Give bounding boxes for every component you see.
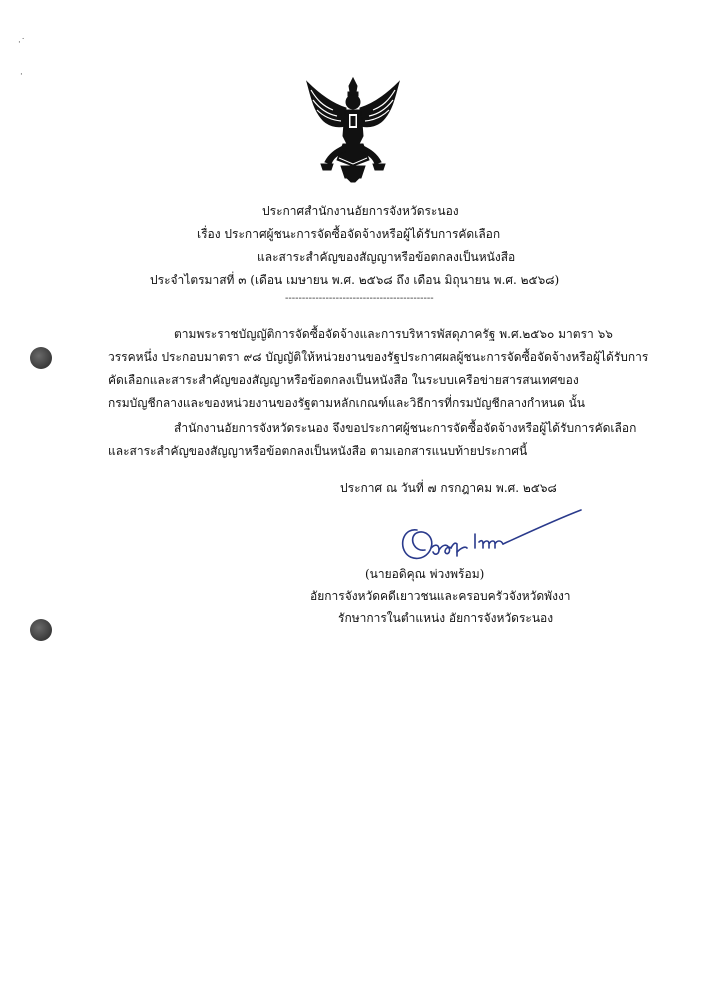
- paragraph-line: สำนักงานอัยการจังหวัดระนอง จึงขอประกาศผู้ชนะการจัดซื้อจัดจ้างหรือผู้ได้รับการคัดเลือก: [174, 421, 637, 435]
- paragraph-line: วรรคหนึ่ง ประกอบมาตรา ๙๘ บัญญัติให้หน่วยงานของรัฐประกาศผลผู้ชนะการจัดซื้อจัดจ้างหรือผู้ได้รับการ: [108, 350, 649, 364]
- signer-name: (นายอดิคุณ พ่วงพร้อม): [365, 567, 485, 581]
- paragraph-line: ตามพระราชบัญญัติการจัดซื้อจัดจ้างและการบริหารพัสดุภาครัฐ พ.ศ.๒๕๖๐ มาตรา ๖๖: [174, 327, 613, 341]
- scan-speck: ·˙: [18, 38, 26, 48]
- punch-hole: [30, 619, 52, 641]
- signer-block: [310, 563, 610, 629]
- signer-acting-title: รักษาการในตำแหน่ง อัยการจังหวัดระนอง: [338, 611, 554, 625]
- paragraph-line: กรมบัญชีกลางและของหน่วยงานของรัฐตามหลักเกณฑ์และวิธีการที่กรมบัญชีกลางกำหนด นั้น: [108, 396, 585, 410]
- document-body: [108, 323, 649, 463]
- separator-line: --------------------------------------------: [285, 293, 434, 304]
- paragraph-line: คัดเลือกและสาระสำคัญของสัญญาหรือข้อตกลงเป็นหนังสือ ในระบบเครือข่ายสารสนเทศของ: [108, 373, 579, 387]
- signer-title: อัยการจังหวัดคดีเยาวชนและครอบครัวจังหวัดพังงา: [310, 589, 571, 603]
- subject-line-continued: และสาระสำคัญของสัญญาหรือข้อตกลงเป็นหนังสือ: [257, 250, 516, 264]
- paragraph-1: [108, 323, 649, 415]
- agency-title: ประกาศสำนักงานอัยการจังหวัดระนอง: [262, 204, 459, 218]
- paragraph-2: [108, 417, 637, 463]
- subject-line: เรื่อง ประกาศผู้ชนะการจัดซื้อจัดจ้างหรือผู้ได้รับการคัดเลือก: [197, 227, 501, 241]
- scan-speck: ·: [20, 70, 23, 80]
- announcement-date: ประกาศ ณ วันที่ ๗ กรกฎาคม พ.ศ. ๒๕๖๘: [340, 481, 557, 495]
- punch-hole: [30, 347, 52, 369]
- document-header: [150, 200, 600, 292]
- period-line: ประจำไตรมาสที่ ๓ (เดือน เมษายน พ.ศ. ๒๕๖๘ ถึง เดือน มิถุนายน พ.ศ. ๒๕๖๘): [150, 273, 560, 287]
- garuda-emblem-icon: [303, 74, 403, 184]
- paragraph-line: และสาระสำคัญของสัญญาหรือข้อตกลงเป็นหนังสือ ตามเอกสารแนบท้ายประกาศนี้: [108, 444, 528, 458]
